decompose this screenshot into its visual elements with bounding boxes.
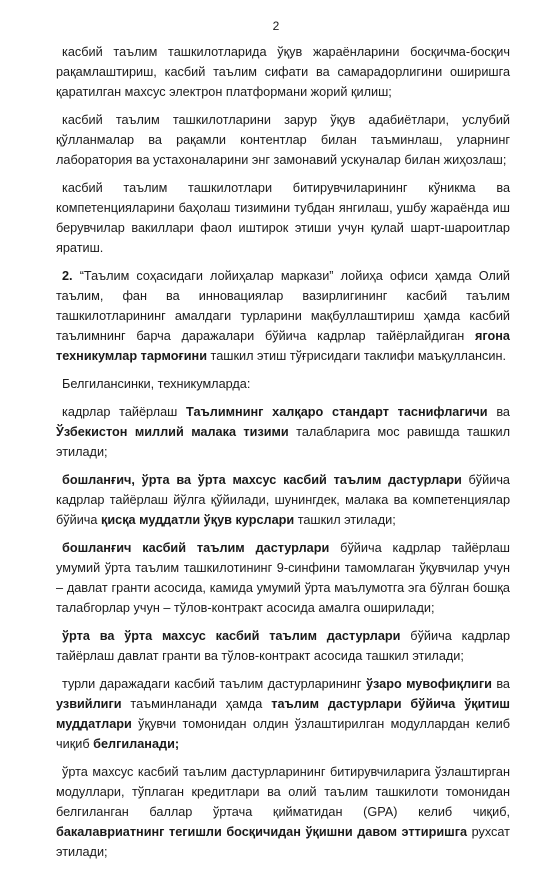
bold-text: қисқа муддатли ўқув курслари: [100, 513, 295, 527]
paragraph: [56, 42, 510, 102]
document-body: [56, 42, 510, 870]
text-run: бўйича кадрлар тайёрлаш йўлга қўйилади, шунингдек, малака ва компетенциялар бўйича: [56, 473, 510, 527]
paragraph: [56, 266, 510, 366]
text-run: ташкил этиш тўғрисидаги таклифи маъқуллансин.: [207, 349, 506, 363]
paragraph: [56, 402, 510, 462]
paragraph: [56, 674, 510, 754]
text-run: “Таълим соҳасидаги лойиҳалар маркази” лойиҳа офиси ҳамда Олий таълим, фан ва инновациялар вазирлигининг касбий таълим ташкилотларининг амалдаги турларини мақбуллаштириш ҳамда касбий таълимнинг барча даражалари бўйича кадрлар тайёрлайдиган: [56, 269, 510, 343]
paragraph: [56, 762, 510, 862]
text-run: бўйича кадрлар тайёрлаш умумий ўрта таълим ташкилотининг 9-синфини тамомлаган ўқувчилар учун – давлат гранти асосида, камида умумий ўрта маълумотга эга бўлган бошқа талабгорлар учун – тўлов-контракт асосида амалга оширилади;: [56, 541, 510, 615]
bold-text: 2.: [62, 269, 73, 283]
text-run: ташкил этилади;: [294, 513, 396, 527]
text-run: кадрлар тайёрлаш: [62, 405, 187, 419]
text-run: ўқувчи томонидан олдин ўзлаштирилган модуллардан келиб чиқиб: [56, 717, 510, 751]
paragraph: [56, 110, 510, 170]
paragraph: [56, 538, 510, 618]
text-run: ва: [491, 677, 510, 691]
text-run: касбий таълим ташкилотлари битирувчиларининг кўникма ва компетенцияларини баҳолаш тизимини тубдан янгилаш, ушбу жараёнда иш берувчилар вакиллари фаол иштирок этиши учун қулай шарт-шароитлар яратиш.: [56, 181, 510, 255]
text-run: Белгилансинки, техникумларда:: [62, 377, 251, 391]
page-number: 2: [272, 19, 280, 33]
text-run: таъминланади ҳамда: [121, 697, 272, 711]
text-run: касбий таълим ташкилотларида ўқув жараёнларини босқичма-босқич рақамлаштириш, касбий таълим сифати ва самарадорлигини оширишга қаратилган махсус электрон платформани жорий қилиш;: [56, 45, 510, 99]
text-run: ўрта махсус касбий таълим дастурларининг битирувчиларига ўзлаштирган модуллари, тўплаган кредитлари ва олий таълим ташкилоти томонидан белгиланган баллар ўртача қийматидан (GPA) келиб чиқиб,: [56, 765, 510, 819]
paragraph: [56, 626, 510, 666]
paragraph: [56, 374, 510, 394]
bold-text: таълим дастурлари бўйича ўқитиш муддатлари: [56, 697, 511, 731]
text-run: рухсат этилади;: [56, 825, 510, 859]
bold-text: ўрта ва ўрта махсус касбий таълим дастурлари: [62, 629, 401, 643]
bold-text: бошланғич, ўрта ва ўрта махсус касбий таълим дастурлари: [62, 473, 462, 487]
bold-text: бакалавриатнинг тегишли босқичидан ўқишни давом эттиришга: [56, 825, 468, 839]
paragraph: [56, 470, 510, 530]
bold-text: ягона техникумлар тармоғини: [56, 329, 510, 363]
text-run: бўйича кадрлар тайёрлаш давлат гранти ва тўлов-контракт асосида ташкил этилади;: [56, 629, 511, 663]
text-run: талабларига мос равишда ташкил этилади;: [56, 425, 510, 459]
text-run: ва: [487, 405, 510, 419]
text-run: турли даражадаги касбий таълим дастурларининг: [62, 677, 366, 691]
bold-text: Таълимнинг халқаро стандарт таснифлагичи: [186, 405, 488, 419]
bold-text: белгиланади;: [93, 737, 180, 751]
bold-text: бошланғич касбий таълим дастурлари: [62, 541, 330, 555]
bold-text: ўзаро мувофиқлиги: [365, 677, 492, 691]
bold-text: узвийлиги: [56, 697, 122, 711]
bold-text: Ўзбекистон миллий малака тизими: [56, 425, 289, 439]
text-run: касбий таълим ташкилотларини зарур ўқув адабиётлари, услубий қўлланмалар ва рақамли контентлар билан таъминлаш, уларнинг лаборатория ва устахоналарини энг замонавий ускуналар билан жиҳозлаш;: [56, 113, 510, 167]
paragraph: [56, 178, 510, 258]
